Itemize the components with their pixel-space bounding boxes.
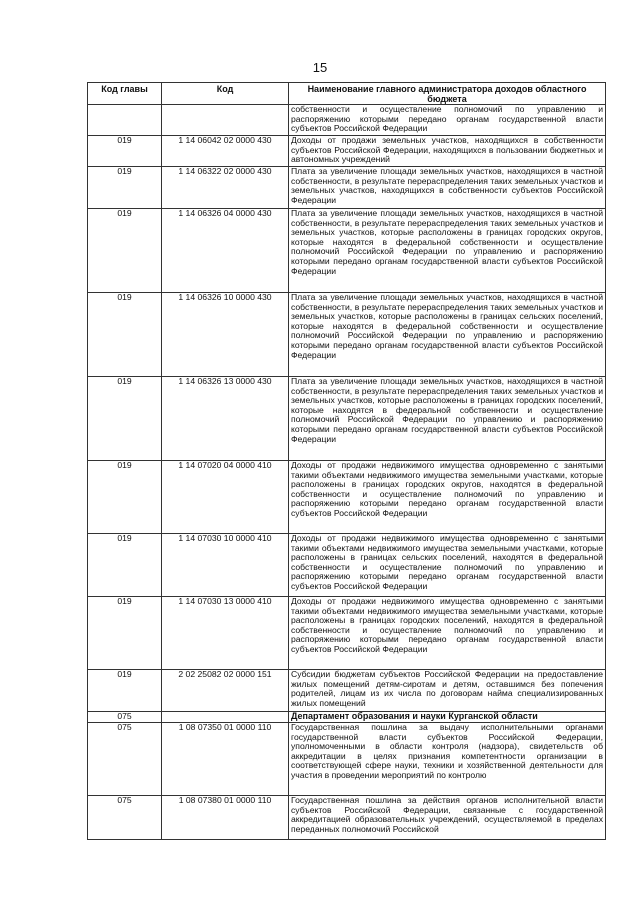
chapter-code-cell: 019 (88, 136, 162, 167)
chapter-code-cell: 075 (88, 796, 162, 840)
revenue-code-cell: 1 14 06326 10 0000 430 (162, 293, 289, 377)
administrator-name-cell: Доходы от продажи недвижимого имущества одновременно с занятыми такими объектами недвижимого имущества земельными участками, которые расположены в границах городских поселений, находятся в федеральной собственности и осуществление полномочий по управлению и распоряжению которыми передано органам государственной власти субъектов Российской Федерации (289, 597, 606, 670)
chapter-code-cell: 019 (88, 597, 162, 670)
table-body (88, 105, 606, 840)
revenue-code-cell: 1 14 07020 04 0000 410 (162, 461, 289, 534)
table-row (88, 534, 606, 597)
revenue-code-cell: 1 14 06322 02 0000 430 (162, 167, 289, 209)
table-row (88, 796, 606, 840)
revenue-administrators-table (87, 82, 606, 840)
table-row (88, 461, 606, 534)
chapter-code-cell: 019 (88, 670, 162, 712)
page-number: 15 (312, 60, 328, 75)
revenue-code-cell: 1 08 07380 01 0000 110 (162, 796, 289, 840)
table-row (88, 209, 606, 293)
revenue-code-cell: 1 08 07350 01 0000 110 (162, 723, 289, 796)
table-row (88, 377, 606, 461)
table-header-row (88, 83, 606, 105)
chapter-code-cell: 019 (88, 167, 162, 209)
administrator-name-cell: Государственная пошлина за действия органов исполнительной власти субъектов Российской Федерации, связанные с государственной аккредитацией образовательных учреждений, осуществляемой в пределах переданных полномочий Российской (289, 796, 606, 840)
revenue-code-cell: 1 14 07030 10 0000 410 (162, 534, 289, 597)
table-row (88, 167, 606, 209)
administrator-name-cell: Государственная пошлина за выдачу исполнительными органами государственной власти субъектов Российской Федерации, уполномоченными в области контроля (надзора), свидетельств об аккредитации в целях признания компетентности организации в соответствующей сфере науки, техники и хозяйственной деятельности для участия в проведении мероприятий по контролю (289, 723, 606, 796)
revenue-code-cell (162, 712, 289, 723)
administrator-name-cell: Доходы от продажи земельных участков, находящихся в собственности субъектов Российской Федерации, находящихся в пользовании бюджетных и автономных учреждений (289, 136, 606, 167)
revenue-code-cell: 1 14 07030 13 0000 410 (162, 597, 289, 670)
administrator-name-cell: Плата за увеличение площади земельных участков, находящихся в частной собственности, в результате перераспределения таких земельных участков и земельных участков, которые расположены в границах городских поселений, которые находятся в федеральной собственности и осуществление полномочий Российской Федерации по управлению и распоряжению которыми передано органам государственной власти субъектов Российской Федерации (289, 377, 606, 461)
revenue-code-cell: 1 14 06326 04 0000 430 (162, 209, 289, 293)
chapter-code-cell: 019 (88, 461, 162, 534)
revenue-code-cell: 2 02 25082 02 0000 151 (162, 670, 289, 712)
administrator-name-cell: Плата за увеличение площади земельных участков, находящихся в частной собственности, в результате перераспределения таких земельных участков и земельных участков, которые расположены в границах сельских поселений, которые находятся в федеральной собственности и осуществление полномочий Российской Федерации по управлению и распоряжению которыми передано органам государственной власти субъектов Российской Федерации (289, 293, 606, 377)
table-row (88, 136, 606, 167)
administrator-name-cell: Доходы от продажи недвижимого имущества одновременно с занятыми такими объектами недвижимого имущества земельными участками, которые расположены в границах сельских поселений, находятся в федеральной собственности и осуществление полномочий по управлению и распоряжению которыми передано органам государственной власти субъектов Российской Федерации (289, 534, 606, 597)
header-code: Код (162, 83, 289, 105)
administrator-name-cell: Субсидии бюджетам субъектов Российской Федерации на предоставление жилых помещений детям-сиротам и детям, оставшимся без попечения родителей, лицам из их числа по договорам найма специализированных жилых помещений (289, 670, 606, 712)
chapter-code-cell: 019 (88, 534, 162, 597)
chapter-code-cell: 075 (88, 712, 162, 723)
administrator-name-cell: Плата за увеличение площади земельных участков, находящихся в частной собственности, в результате перераспределения таких земельных участков и земельных участков, которые расположены в границах городских округов, которые находятся в федеральной собственности и осуществление полномочий Российской Федерации по управлению и распоряжению которыми передано органам государственной власти субъектов Российской Федерации (289, 209, 606, 293)
chapter-code-cell (88, 105, 162, 136)
administrator-name-cell: Доходы от продажи недвижимого имущества одновременно с занятыми такими объектами недвижимого имущества земельными участками, которые расположены в границах городских округов, находятся в федеральной собственности и осуществление полномочий по управлению и распоряжению которыми передано органам государственной власти субъектов Российской Федерации (289, 461, 606, 534)
header-chapter-code: Код главы (88, 83, 162, 105)
administrator-name-cell: Департамент образования и науки Курганской области (289, 712, 606, 723)
chapter-code-cell: 019 (88, 377, 162, 461)
revenue-code-cell: 1 14 06042 02 0000 430 (162, 136, 289, 167)
revenue-code-cell (162, 105, 289, 136)
chapter-code-cell: 019 (88, 209, 162, 293)
table-row (88, 597, 606, 670)
table-row (88, 293, 606, 377)
header-administrator-name: Наименование главного администратора доходов областного бюджета (289, 83, 606, 105)
chapter-code-cell: 075 (88, 723, 162, 796)
administrator-name-cell: собственности и осуществление полномочий по управлению и распоряжению которыми передано органам государственной власти субъектов Российской Федерации (289, 105, 606, 136)
table-row (88, 670, 606, 712)
table-row (88, 723, 606, 796)
administrator-name-cell: Плата за увеличение площади земельных участков, находящихся в частной собственности, в результате перераспределения таких земельных участков и земельных участков, находящихся в собственности субъектов Российской Федерации (289, 167, 606, 209)
table-row (88, 105, 606, 136)
chapter-code-cell: 019 (88, 293, 162, 377)
department-row (88, 712, 606, 723)
revenue-code-cell: 1 14 06326 13 0000 430 (162, 377, 289, 461)
